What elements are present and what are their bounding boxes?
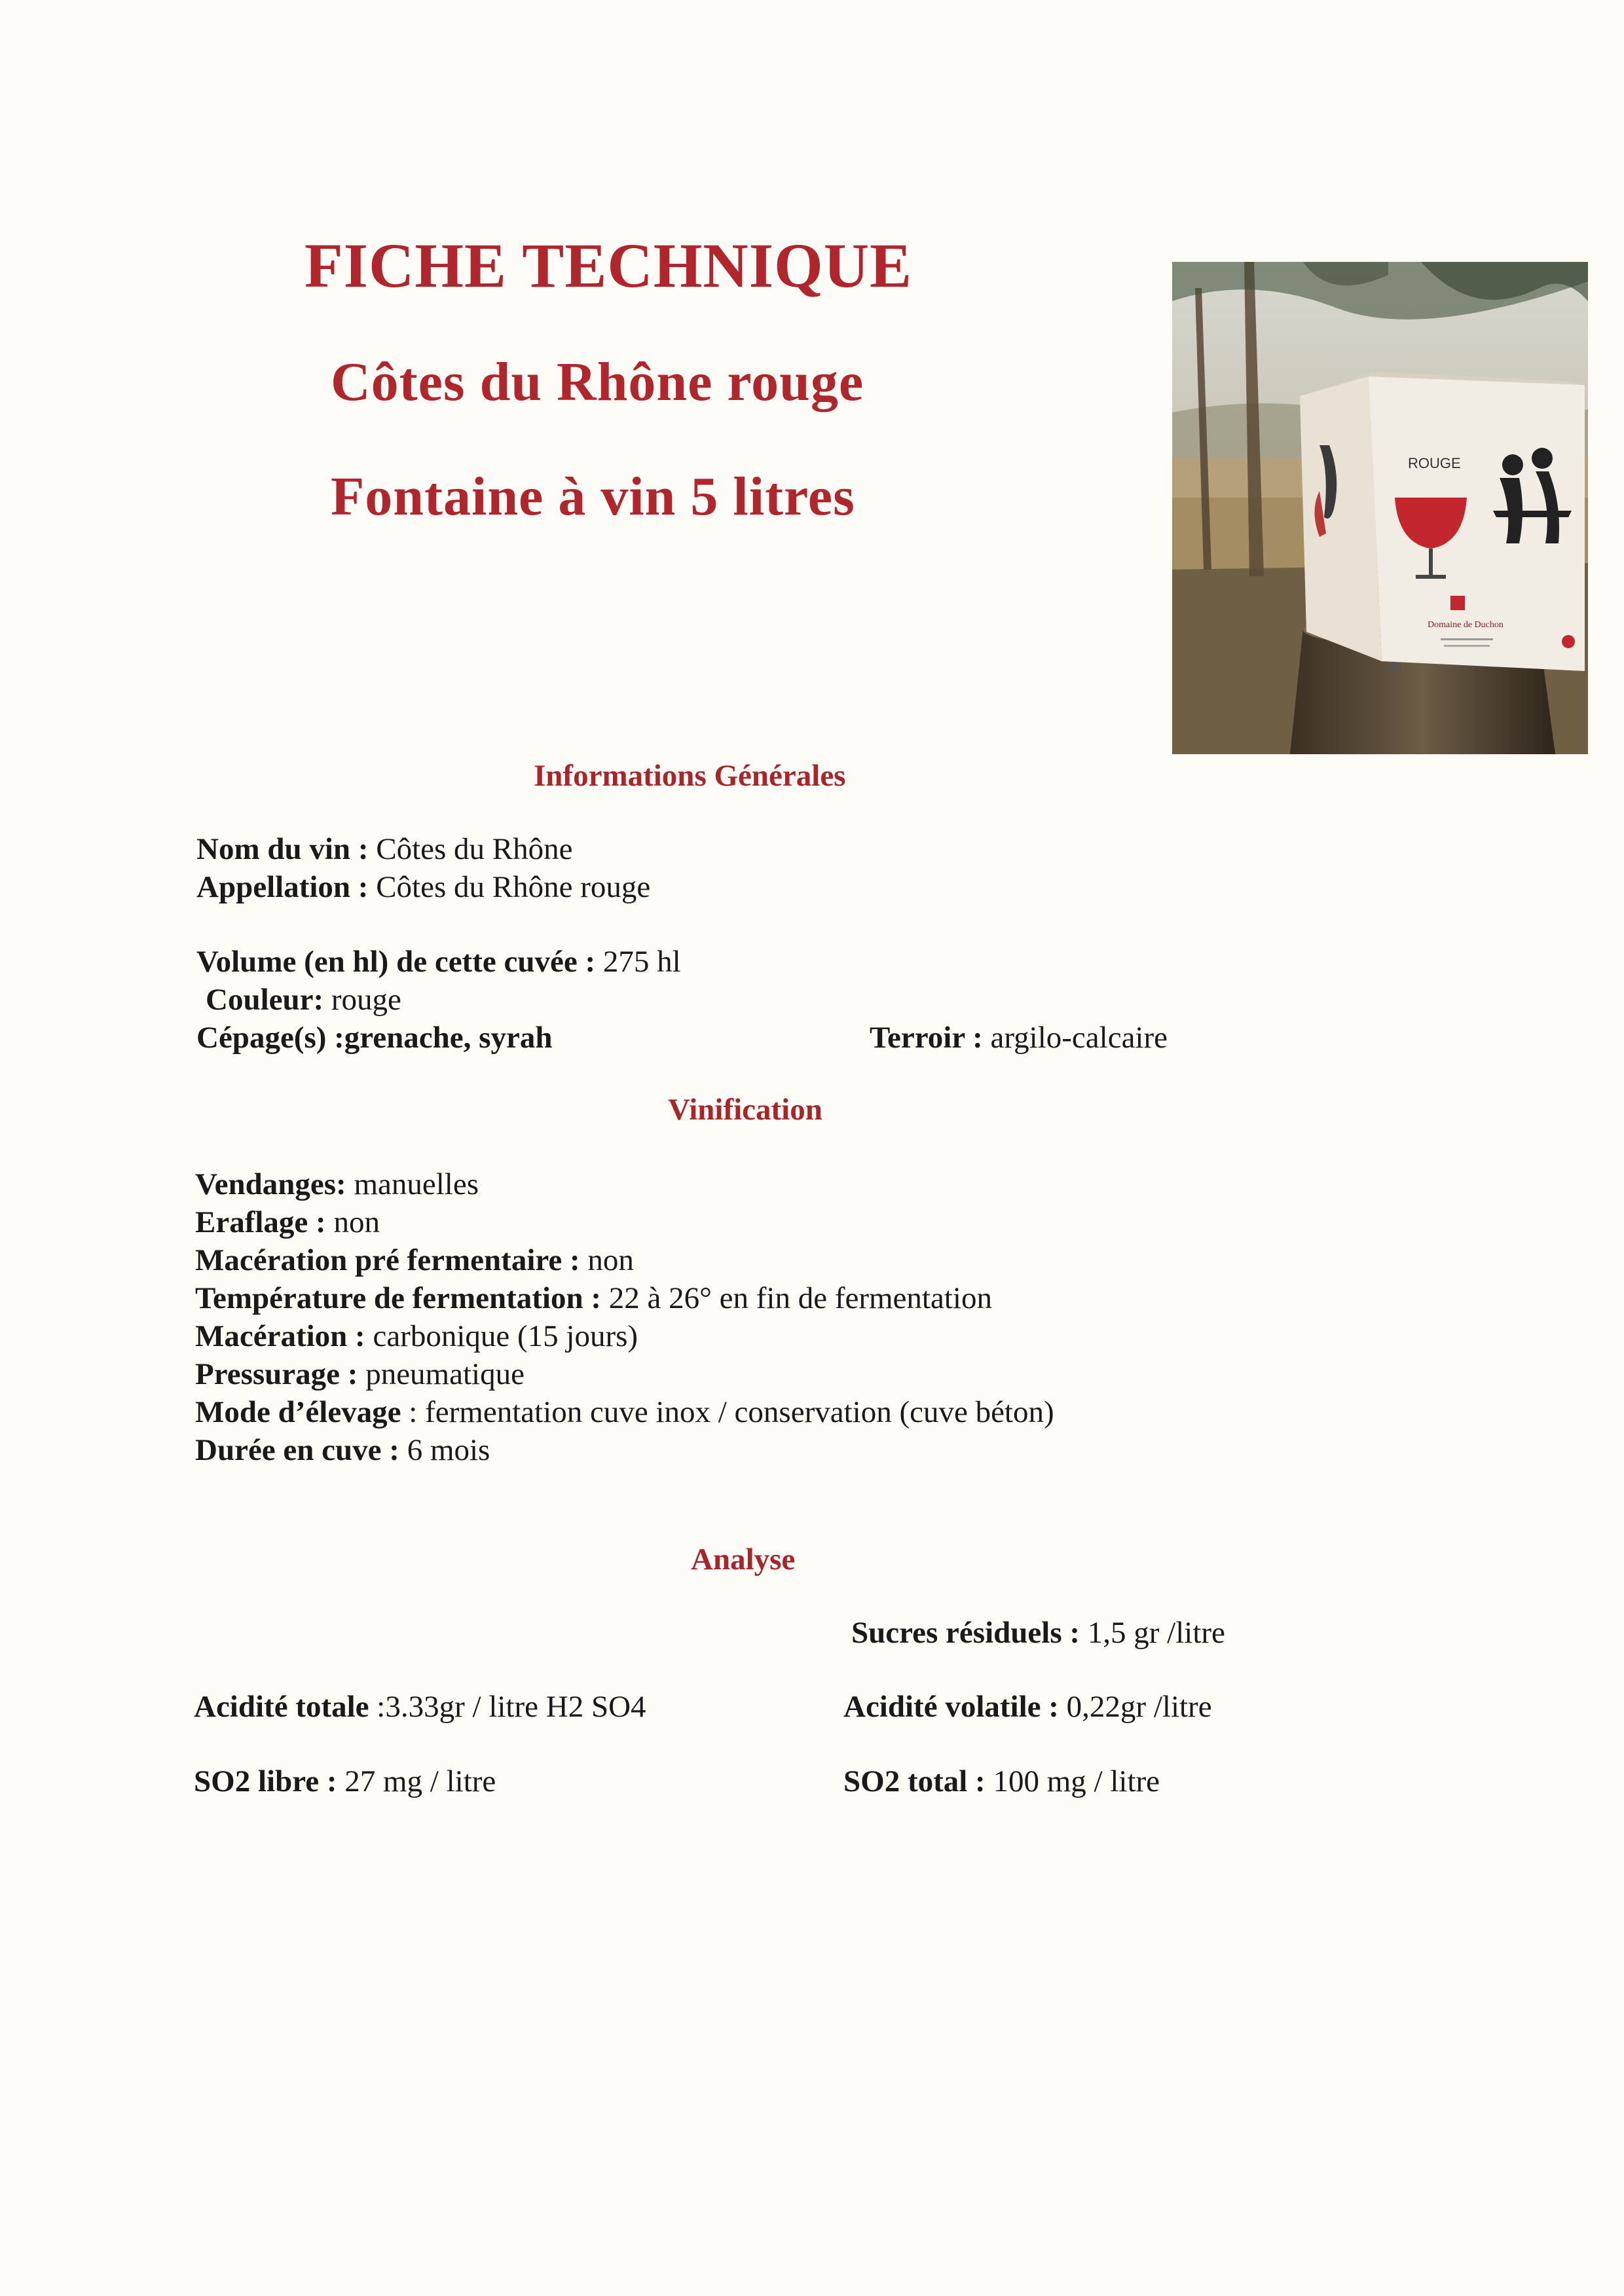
field-appellation: [196, 868, 650, 906]
box-label-rouge: ROUGE: [1408, 455, 1461, 471]
vinification-list: [195, 1165, 1054, 1469]
list-item: Durée en cuve : 6 mois: [195, 1433, 490, 1467]
field-so2-total: [843, 1762, 1160, 1800]
field-label: Terroir :: [870, 1021, 983, 1055]
field-value: Côtes du Rhône rouge: [368, 870, 651, 904]
field-label: Nom du vin :: [196, 832, 369, 866]
section-title-vinification: Vinification: [668, 1093, 822, 1127]
field-value: 1,5 gr /litre: [1080, 1616, 1225, 1650]
field-terroir: [870, 1019, 1168, 1057]
field-label: SO2 total :: [843, 1764, 986, 1798]
section-title-general: Informations Générales: [534, 759, 846, 793]
page-subtitle-format: Fontaine à vin 5 litres: [331, 466, 855, 527]
field-sucres-residuels: [851, 1614, 1225, 1652]
list-item: Vendanges: manuelles: [195, 1167, 479, 1201]
field-couleur: [206, 981, 401, 1019]
field-value: 275 hl: [595, 945, 681, 979]
field-label: Sucres résiduels :: [851, 1616, 1080, 1650]
list-item: Pressurage : pneumatique: [195, 1357, 525, 1391]
field-acidite-volatile: [843, 1688, 1212, 1726]
list-item: Macération pré fermentaire : non: [195, 1243, 634, 1277]
field-label: Appellation :: [196, 870, 369, 904]
field-label: Volume (en hl) de cette cuvée :: [196, 945, 596, 979]
field-acidite-totale: [194, 1688, 646, 1726]
field-value: Côtes du Rhône: [368, 832, 573, 866]
field-label: Acidité volatile :: [843, 1690, 1059, 1724]
field-label: Acidité totale: [194, 1690, 369, 1724]
field-cepage: [196, 1019, 552, 1057]
field-volume: [196, 943, 681, 981]
field-so2-libre: [194, 1762, 496, 1800]
field-value: 100 mg / litre: [985, 1764, 1160, 1798]
wine-box-photo: [1172, 262, 1588, 754]
field-value: :3.33gr / litre H2 SO4: [369, 1690, 646, 1724]
field-label: Cépage(s) :grenache, syrah: [196, 1021, 553, 1055]
list-item: Eraflage : non: [195, 1205, 380, 1239]
field-label: SO2 libre :: [194, 1764, 337, 1798]
page-subtitle-wine: Côtes du Rhône rouge: [331, 352, 864, 412]
list-item: Température de fermentation : 22 à 26° en fin de fermentation: [195, 1281, 992, 1315]
box-brand: Domaine de Duchon: [1428, 620, 1504, 630]
field-label: Couleur:: [206, 983, 324, 1017]
page-title: FICHE TECHNIQUE: [304, 230, 913, 301]
field-nom-du-vin: [196, 830, 573, 868]
list-item: Macération : carbonique (15 jours): [195, 1319, 638, 1353]
field-value: rouge: [323, 983, 401, 1017]
list-item: Mode d’élevage : fermentation cuve inox / conservation (cuve béton): [195, 1395, 1054, 1429]
field-value: 0,22gr /litre: [1058, 1690, 1212, 1724]
section-title-analyse: Analyse: [691, 1542, 796, 1576]
field-value: 27 mg / litre: [337, 1764, 496, 1798]
field-value: argilo-calcaire: [982, 1021, 1168, 1055]
